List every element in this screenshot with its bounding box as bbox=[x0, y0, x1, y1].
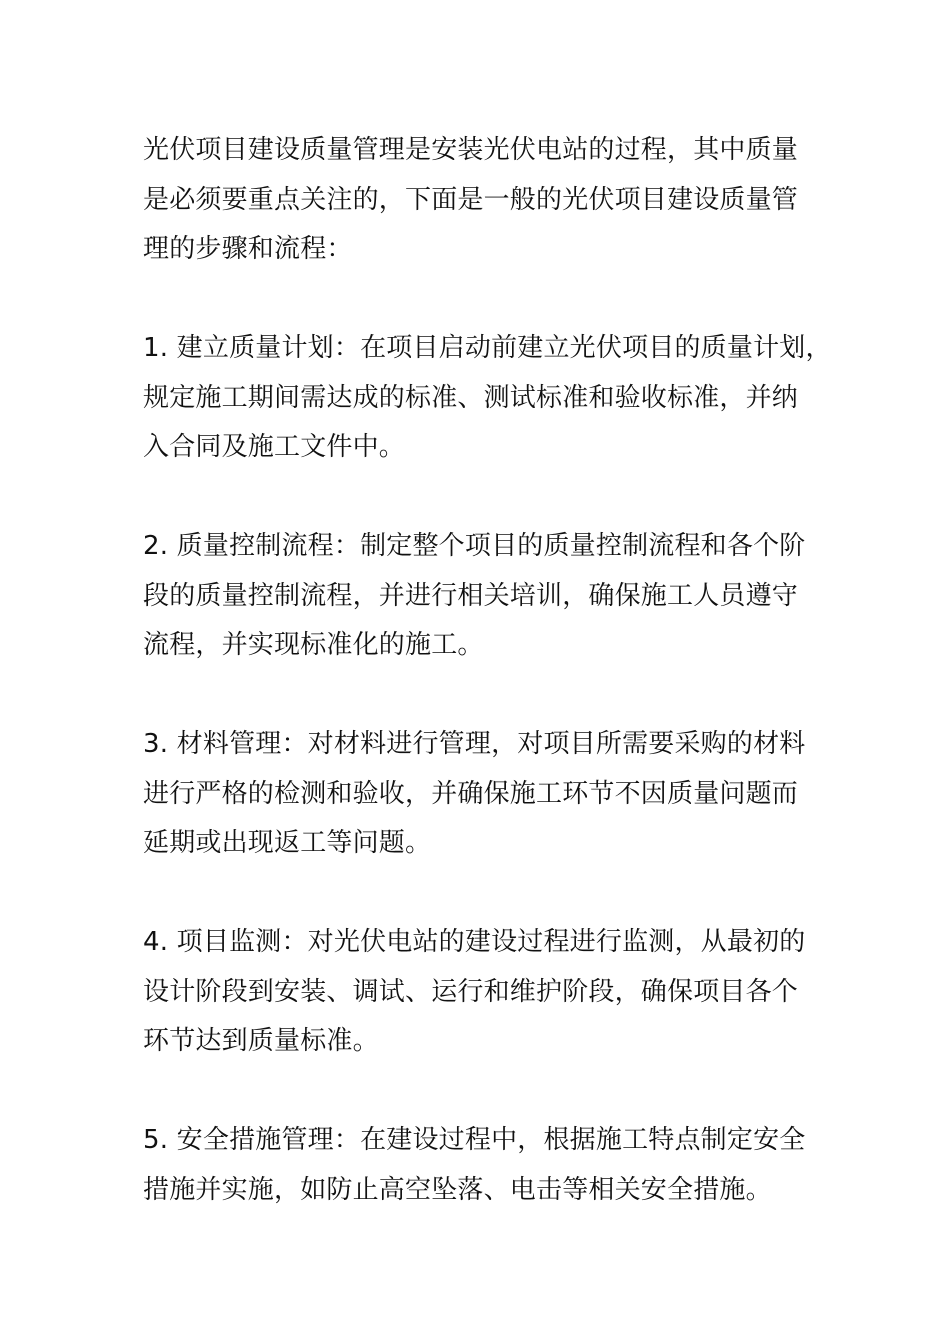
step-5-paragraph bbox=[143, 1116, 823, 1215]
text-line: 2. 质量控制流程：制定整个项目的质量控制流程和各个阶 bbox=[143, 531, 806, 561]
text-line: 理的步骤和流程： bbox=[143, 234, 353, 264]
text-line: 延期或出现返工等问题。 bbox=[143, 828, 432, 858]
step-3-paragraph bbox=[143, 720, 823, 869]
text-line: 光伏项目建设质量管理是安装光伏电站的过程，其中质量 bbox=[143, 135, 799, 165]
text-line: 规定施工期间需达成的标准、测试标准和验收标准，并纳 bbox=[143, 382, 799, 413]
text-line: 3. 材料管理：对材料进行管理，对项目所需要采购的材料 bbox=[143, 729, 806, 759]
text-line: 措施并实施，如防止高空坠落、电击等相关安全措施。 bbox=[143, 1174, 772, 1205]
text-line: 环节达到质量标准。 bbox=[143, 1026, 379, 1056]
text-line: 4. 项目监测：对光伏电站的建设过程进行监测，从最初的 bbox=[143, 927, 806, 957]
text-line: 进行严格的检测和验收，并确保施工环节不因质量问题而 bbox=[143, 778, 799, 809]
text-line: 1. 建立质量计划：在项目启动前建立光伏项目的质量计划， bbox=[143, 333, 832, 363]
step-1-paragraph bbox=[143, 324, 832, 473]
step-4-paragraph bbox=[143, 918, 823, 1067]
step-2-paragraph bbox=[143, 522, 823, 671]
text-line: 是必须要重点关注的，下面是一般的光伏项目建设质量管 bbox=[143, 184, 799, 215]
text-line: 入合同及施工文件中。 bbox=[143, 432, 406, 462]
document-body bbox=[143, 126, 832, 1215]
text-line: 设计阶段到安装、调试、运行和维护阶段，确保项目各个 bbox=[143, 976, 799, 1007]
text-line: 段的质量控制流程，并进行相关培训，确保施工人员遵守 bbox=[143, 580, 799, 611]
intro-paragraph bbox=[143, 126, 823, 275]
text-line: 流程，并实现标准化的施工。 bbox=[143, 630, 484, 660]
text-line: 5. 安全措施管理：在建设过程中，根据施工特点制定安全 bbox=[143, 1125, 806, 1155]
